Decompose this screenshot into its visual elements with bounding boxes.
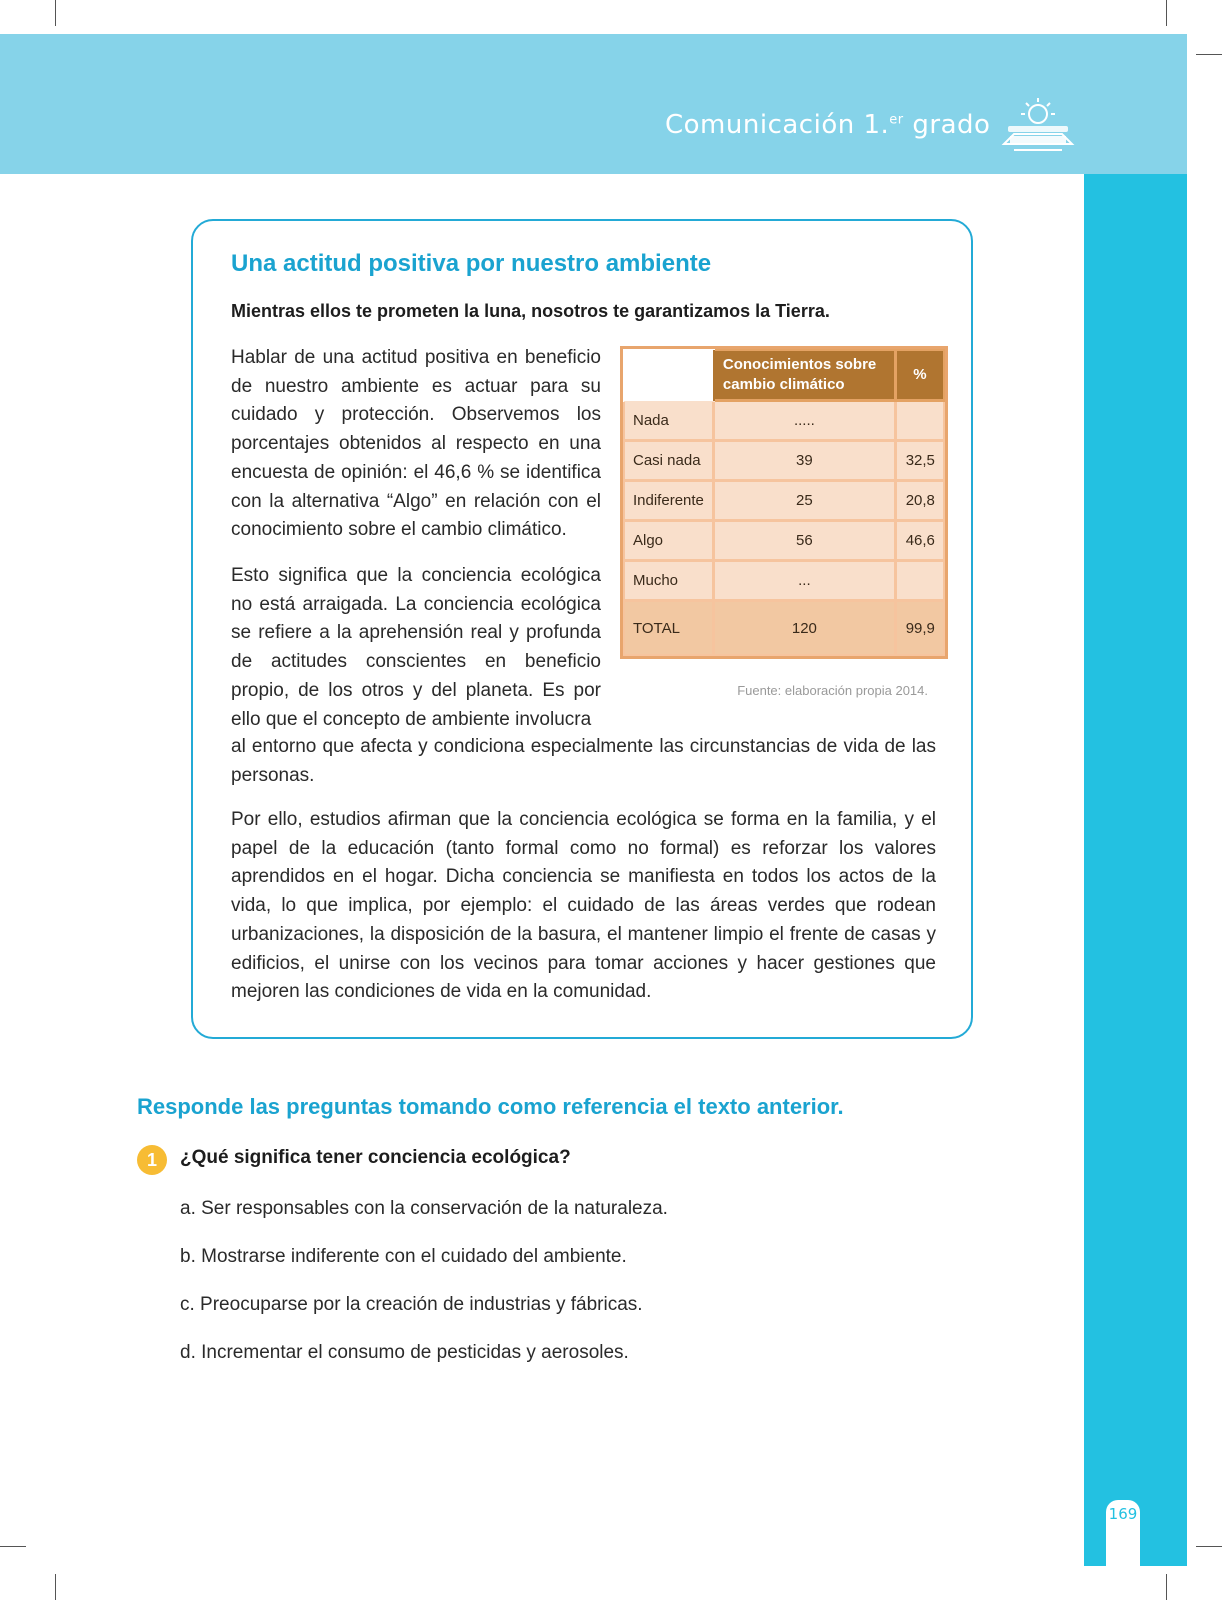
page-number: 169 [1108,1505,1138,1523]
reading-title: Una actitud positiva por nuestro ambiente [231,250,712,277]
survey-table [622,348,946,657]
table-cell-percent: 99,9 [895,601,944,656]
crop-mark [1196,54,1222,55]
table-row [624,481,945,521]
table-empty-corner [624,350,714,401]
table-cell-percent [895,401,944,441]
grade-superscript: er [889,112,904,128]
crop-mark [1196,1546,1222,1547]
jornada-escolar-completa-logo [1000,96,1076,156]
question-text: ¿Qué significa tener conciencia ecológica? [180,1147,571,1168]
table-total-row [624,601,945,656]
table-cell-value: 39 [713,441,895,481]
table-cell-label: Nada [624,401,714,441]
question-number-badge: 1 [137,1145,167,1175]
table-row [624,441,945,481]
table-cell-value: 120 [713,601,895,656]
reading-paragraph-1: Hablar de una actitud positiva en beneficio de nuestro ambiente es actuar para su cuidado y protección. Observemos los porcentajes obtenidos al respecto en una encuesta de opinión: el 46,6 % se identifica con la alternativa “Algo” en relación con el conocimiento sobre el cambio climático. [231,347,601,541]
table-cell-percent [895,561,944,601]
table-header-knowledge: Conocimientos sobre cambio climático [713,350,895,401]
table-cell-percent: 20,8 [895,481,944,521]
table-row [624,561,945,601]
answer-option-b[interactable]: b. Mostrarse indiferente con el cuidado del ambiente. [180,1246,627,1267]
reading-paragraph-2-continued: al entorno que afecta y condiciona especialmente las circunstancias de vida de las personas. [231,736,936,786]
reading-paragraph-2: Esto significa que la conciencia ecológica no está arraigada. La conciencia ecológica se refiere a la aprehensión real y profunda de actitudes conscientes en beneficio propio, de los otros y del planeta. Es por ello que el concepto de ambiente involucra [231,565,601,730]
crop-mark [55,0,56,26]
crop-mark [1166,0,1167,26]
table-cell-label: TOTAL [624,601,714,656]
table-cell-percent: 32,5 [895,441,944,481]
crop-mark [0,1546,26,1547]
table-source-note: Fuente: elaboración propia 2014. [737,683,928,698]
crop-mark [55,1574,56,1600]
table-cell-label: Algo [624,521,714,561]
answer-option-c[interactable]: c. Preocuparse por la creación de industrias y fábricas. [180,1294,643,1315]
table-cell-label: Casi nada [624,441,714,481]
answer-option-a[interactable]: a. Ser responsables con la conservación de la naturaleza. [180,1198,668,1219]
table-cell-percent: 46,6 [895,521,944,561]
reading-paragraph-3: Por ello, estudios afirman que la conciencia ecológica se forma en la familia, y el papel de la educación (tanto formal como no formal) es reforzar los valores aprendidos en el hogar. Dicha conciencia se manifiesta en todos los actos de la vida, lo que implica, por ejemplo: el cuidado de las áreas verdes que rodean urbanizaciones, la disposición de la basura, el mantener limpio el frente de casas y edificios, el unirse con los vecinos para tomar acciones y hacer gestiones que mejoren las condiciones de vida en la comunidad. [231,809,936,1003]
crop-mark [1166,1574,1167,1600]
questions-heading: Responde las preguntas tomando como referencia el texto anterior. [137,1094,844,1119]
table-cell-value: ... [713,561,895,601]
right-margin-strip [1084,174,1187,1566]
table-header-percent: % [895,350,944,401]
table-header-row [624,350,945,401]
table-cell-value: 25 [713,481,895,521]
table-cell-label: Mucho [624,561,714,601]
table-cell-value: ..... [713,401,895,441]
table-cell-value: 56 [713,521,895,561]
header-subject-title: Comunicación 1.$^{er}$ grado [665,110,991,140]
table-row [624,401,945,441]
answer-option-d[interactable]: d. Incrementar el consumo de pesticidas y aerosoles. [180,1342,629,1363]
table-cell-label: Indiferente [624,481,714,521]
reading-subtitle: Mientras ellos te prometen la luna, nosotros te garantizamos la Tierra. [231,301,830,321]
table-row [624,521,945,561]
